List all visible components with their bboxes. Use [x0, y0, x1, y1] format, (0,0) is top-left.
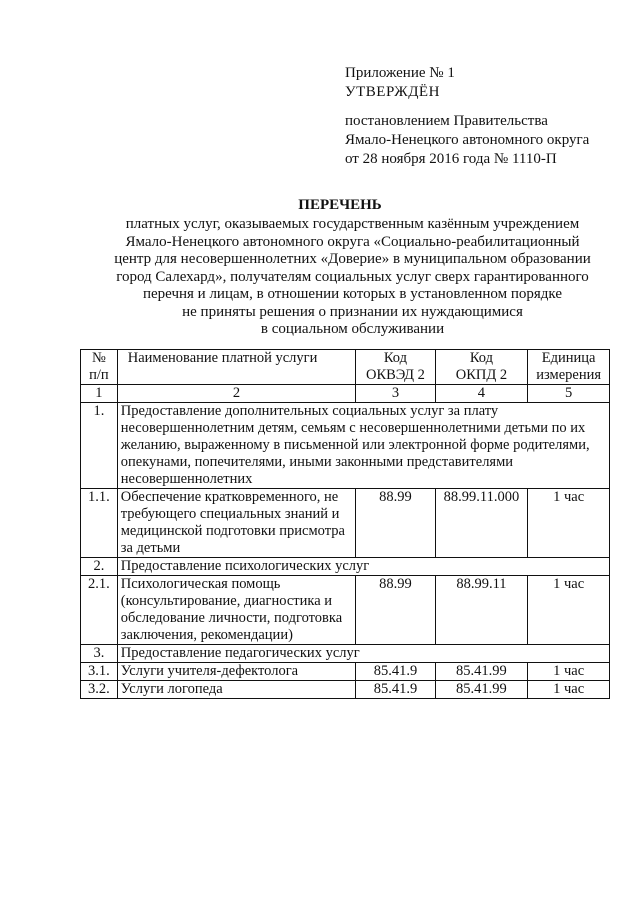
subtitle-line: не приняты решения о признании их нуждающимися — [182, 303, 523, 320]
subtitle-line: центр для несовершеннолетних «Доверие» в муниципальном образовании — [114, 251, 591, 267]
item-unit: 1 час — [528, 576, 610, 645]
item-name: Обеспечение кратковременного, не требующего специальных знаний и медицинской подготовки присмотра за детьми — [117, 489, 356, 558]
section-row — [81, 645, 610, 663]
item-name: Услуги учителя-дефектолога — [117, 663, 356, 681]
header-unit: Единица измерения — [528, 350, 610, 385]
column-index: 5 — [528, 385, 610, 403]
section-number: 1. — [81, 403, 118, 489]
item-number: 3.1. — [81, 663, 118, 681]
item-number: 2.1. — [81, 576, 118, 645]
item-unit: 1 час — [528, 489, 610, 558]
item-okpd: 88.99.11.000 — [435, 489, 528, 558]
approved-label: УТВЕРЖДЁН — [345, 84, 440, 100]
header-service-name: Наименование платной услуги — [117, 350, 356, 385]
subtitle-line: город Салехард», получателям социальных услуг сверх гарантированного — [116, 268, 589, 285]
table-row — [81, 489, 610, 558]
section-title: Предоставление педагогических услуг — [117, 645, 609, 663]
column-index-row — [81, 385, 610, 403]
section-title: Предоставление дополнительных социальных услуг за плату несовершеннолетним детям, семьям с несовершеннолетними детьми по их желанию, выраженному в письменной или электронной форме родителями, опекунами, попечителями, иными законными представителями несовершеннолетних — [117, 403, 609, 489]
column-index: 4 — [435, 385, 528, 403]
item-okved: 85.41.9 — [356, 681, 435, 699]
section-number: 3. — [81, 645, 118, 663]
header-okpd: Код ОКПД 2 — [435, 350, 528, 385]
approval-line: Ямало-Ненецкого автономного округа — [345, 132, 590, 148]
appendix-block — [345, 64, 589, 169]
services-table — [80, 349, 610, 699]
item-unit: 1 час — [528, 681, 610, 699]
item-name: Психологическая помощь (консультирование, диагностика и обследование личности, подготовка заключения, рекомендации) — [117, 576, 356, 645]
item-number: 1.1. — [81, 489, 118, 558]
item-okved: 85.41.9 — [356, 663, 435, 681]
item-number: 3.2. — [81, 681, 118, 699]
item-okpd: 88.99.11 — [435, 576, 528, 645]
approval-line: постановлением Правительства — [345, 113, 548, 129]
subtitle-line: платных услуг, оказываемых государственным казённым учреждением — [125, 216, 580, 232]
item-okved: 88.99 — [356, 576, 435, 645]
section-title: Предоставление психологических услуг — [117, 558, 609, 576]
column-index: 3 — [356, 385, 435, 403]
subtitle-line: Ямало-Ненецкого автономного округа «Социально-реабилитационный — [125, 233, 580, 250]
document-subtitle — [105, 216, 600, 339]
column-index: 1 — [81, 385, 118, 403]
appendix-number: Приложение № 1 — [345, 65, 455, 81]
table-header-row — [81, 350, 610, 385]
section-row — [81, 558, 610, 576]
item-okved: 88.99 — [356, 489, 435, 558]
table-row — [81, 576, 610, 645]
subtitle-line: в социальном обслуживании — [260, 321, 445, 337]
approval-line: от 28 ноября 2016 года № 1110-П — [345, 151, 557, 167]
section-row — [81, 403, 610, 489]
column-index: 2 — [117, 385, 356, 403]
document-title: ПЕРЕЧЕНЬ — [298, 197, 382, 213]
item-okpd: 85.41.99 — [435, 663, 528, 681]
header-number: № п/п — [81, 350, 118, 385]
table-row — [81, 681, 610, 699]
section-number: 2. — [81, 558, 118, 576]
header-okved: Код ОКВЭД 2 — [356, 350, 435, 385]
subtitle-line: перечня и лицам, в отношении которых в установленном порядке — [142, 286, 562, 302]
table-row — [81, 663, 610, 681]
item-okpd: 85.41.99 — [435, 681, 528, 699]
item-name: Услуги логопеда — [117, 681, 356, 699]
item-unit: 1 час — [528, 663, 610, 681]
